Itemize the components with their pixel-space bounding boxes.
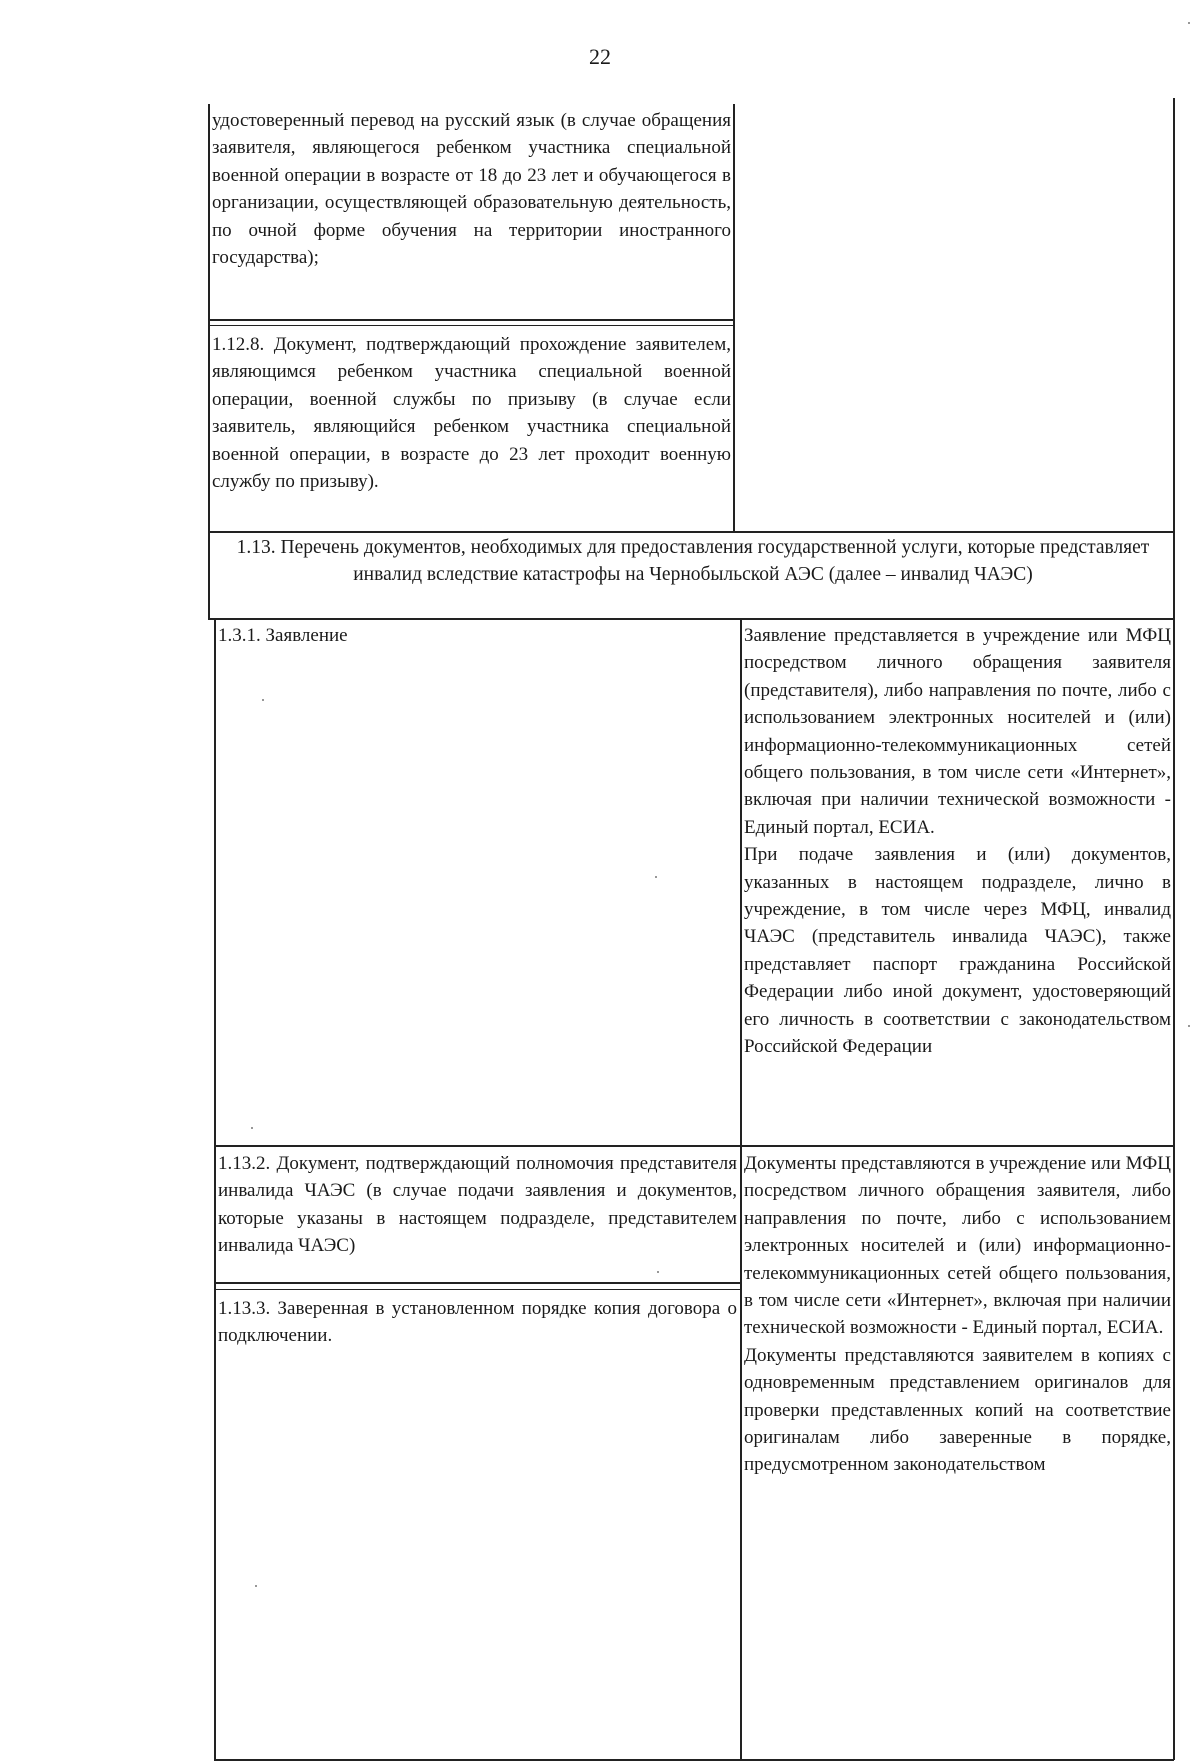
scan-speck — [251, 1127, 253, 1129]
row-1-right-paragraph-2: При подаче заявления и (или) документов, указанных в настоящем подразделе, лично в учреждение, в том числе через МФЦ, инвалид ЧАЭС (представитель инвалида ЧАЭС), также представляет паспорт гражданина Российской Федерации либо иной документ, удостоверяющий его личность в соответствии с законодательством Российской Федерации — [744, 844, 1171, 1058]
row-2-right-cell — [742, 1147, 1173, 1758]
row-1-right-paragraph-1: Заявление представляется в учреждение или МФЦ посредством личного обращения заявителя (представителя), либо направления по почте, либо с использованием электронных носителей и (или) информационно-телекоммуникационных сетей общего пользования, в том числе сети «Интернет», включая при наличии технической возможности - Единый портал, ЕСИА. — [744, 625, 1171, 838]
top-table-right-border — [1173, 98, 1175, 532]
row-3-left-cell — [215, 1292, 739, 1758]
row-1-left-cell — [215, 619, 739, 1144]
item-1-12-8-text: 1.12.8. Документ, подтверждающий прохождение заявителем, являющимся ребенком участника специальной военной операции, военной службы по призыву (в случае если заявитель, являющийся ребенком участника специальной военной операции, в возрасте до 23 лет проходит военную службу по призыву). — [212, 334, 731, 493]
row-3-top-border — [214, 1289, 741, 1290]
row-1-left-text: 1.3.1. Заявление — [218, 625, 348, 646]
row-2-right-paragraph-1: Документы представляются в учреждение или МФЦ посредством личного обращения заявителя, либо направления по почте, либо с использованием электронных носителей и (или) информационно-телекоммуникационных сетей общего пользования, в том числе сети «Интернет», включая при наличии технической возможности - Единый портал, ЕСИА. — [744, 1153, 1171, 1339]
scan-speck — [255, 1585, 257, 1587]
continuation-text: удостоверенный перевод на русский язык (в случае обращения заявителя, являющегося ребенком участника специальной военной операции в возрасте от 18 до 23 лет и обучающегося в организации, осуществляющей образовательную деятельность, по очной форме обучения на территории иностранного государства); — [212, 110, 731, 269]
main-table-bottom-border — [214, 1759, 1174, 1761]
row-2-bottom-border — [214, 1282, 741, 1284]
top-table-column-divider — [733, 104, 735, 532]
row-3-left-text: 1.13.3. Заверенная в установленном порядке копия договора о подключении. — [218, 1298, 737, 1347]
row-2-left-text: 1.13.2. Документ, подтверждающий полномочия представителя инвалида ЧАЭС (в случае подачи заявления и документов, которые указаны в настоящем подразделе, представителем инвалида ЧАЭС) — [218, 1153, 737, 1257]
scan-speck — [655, 876, 657, 878]
top-table-cell-divider-inner — [208, 325, 734, 326]
section-left-border — [208, 531, 210, 619]
page-number: 22 — [589, 44, 611, 69]
continuation-cell — [209, 104, 733, 318]
scan-speck — [1188, 1025, 1190, 1027]
scan-speck — [657, 1271, 659, 1273]
row-2-left-cell — [215, 1147, 739, 1281]
section-1-13-heading: 1.13. Перечень документов, необходимых для предоставления государственной услуги, которые представляет инвалид вследствие катастрофы на Чернобыльской АЭС (далее – инвалид ЧАЭС) — [236, 537, 1150, 585]
top-table-cell-divider — [208, 319, 734, 321]
main-table-right-border — [1173, 618, 1175, 1760]
item-1-12-8-cell — [209, 328, 733, 532]
row-1-right-cell — [742, 619, 1173, 1144]
scan-speck — [1188, 22, 1190, 24]
row-2-right-paragraph-2: Документы представляются заявителем в копиях с одновременным представлением оригиналов для проверки представленных копий на соответствие оригиналам либо заверенные в порядке, предусмотренном законодательством — [744, 1344, 1171, 1476]
scan-speck — [262, 699, 264, 701]
